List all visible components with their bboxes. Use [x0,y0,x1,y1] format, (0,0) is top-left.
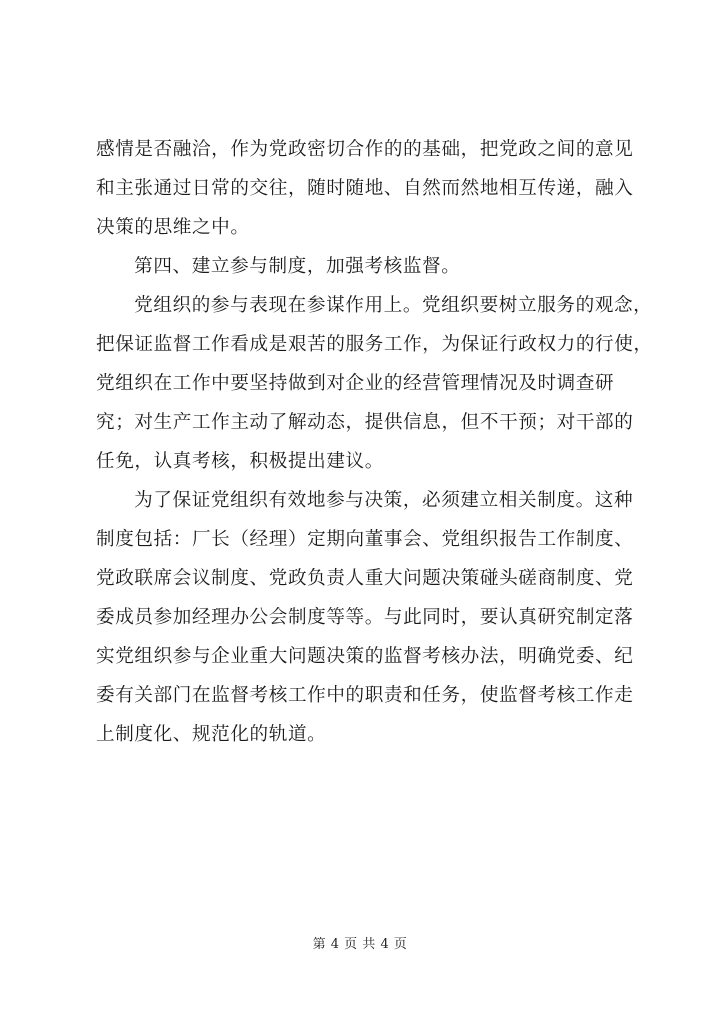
text-line: 把保证监督工作看成是艰苦的服务工作，为保证行政权力的行使， [96,334,653,355]
text-line: 任免，认真考核，积极提出建议。 [96,451,384,472]
page-number-footer: 第 4 页 共 4 页 [312,937,408,952]
text-line: 为了保证党组织有效地参与决策，必须建立相关制度。这种 [134,490,634,511]
text-line: 委成员参加经理办公会制度等等。与此同时，要认真研究制定落 [96,607,634,628]
text-line: 党政联席会议制度、党政负责人重大问题决策碰头磋商制度、党 [96,568,634,589]
text-line: 和主张通过日常的交往，随时随地、自然而然地相互传递，融入 [96,178,634,199]
text-line: 委有关部门在监督考核工作中的职责和任务，使监督考核工作走 [96,685,634,706]
text-line: 究；对生产工作主动了解动态，提供信息，但不干预；对干部的 [96,412,634,433]
paragraph-2-heading [96,247,644,286]
paragraph-4 [96,481,644,754]
text-line: 决策的思维之中。 [96,217,250,238]
text-line: 感情是否融洽，作为党政密切合作的的基础，把党政之间的意见 [96,139,634,160]
paragraph-1 [96,130,644,247]
text-line: 实党组织参与企业重大问题决策的监督考核办法，明确党委、纪 [96,646,634,667]
text-line: 上制度化、规范化的轨道。 [96,724,327,745]
text-line: 党组织在工作中要坚持做到对企业的经营管理情况及时调查研 [96,373,615,394]
text-line: 第四、建立参与制度，加强考核监督。 [134,256,461,277]
paragraph-3 [96,286,653,481]
text-line: 制度包括：厂长（经理）定期向董事会、党组织报告工作制度、 [96,529,634,550]
text-line: 党组织的参与表现在参谋作用上。党组织要树立服务的观念， [134,295,653,316]
document-body [96,130,653,754]
